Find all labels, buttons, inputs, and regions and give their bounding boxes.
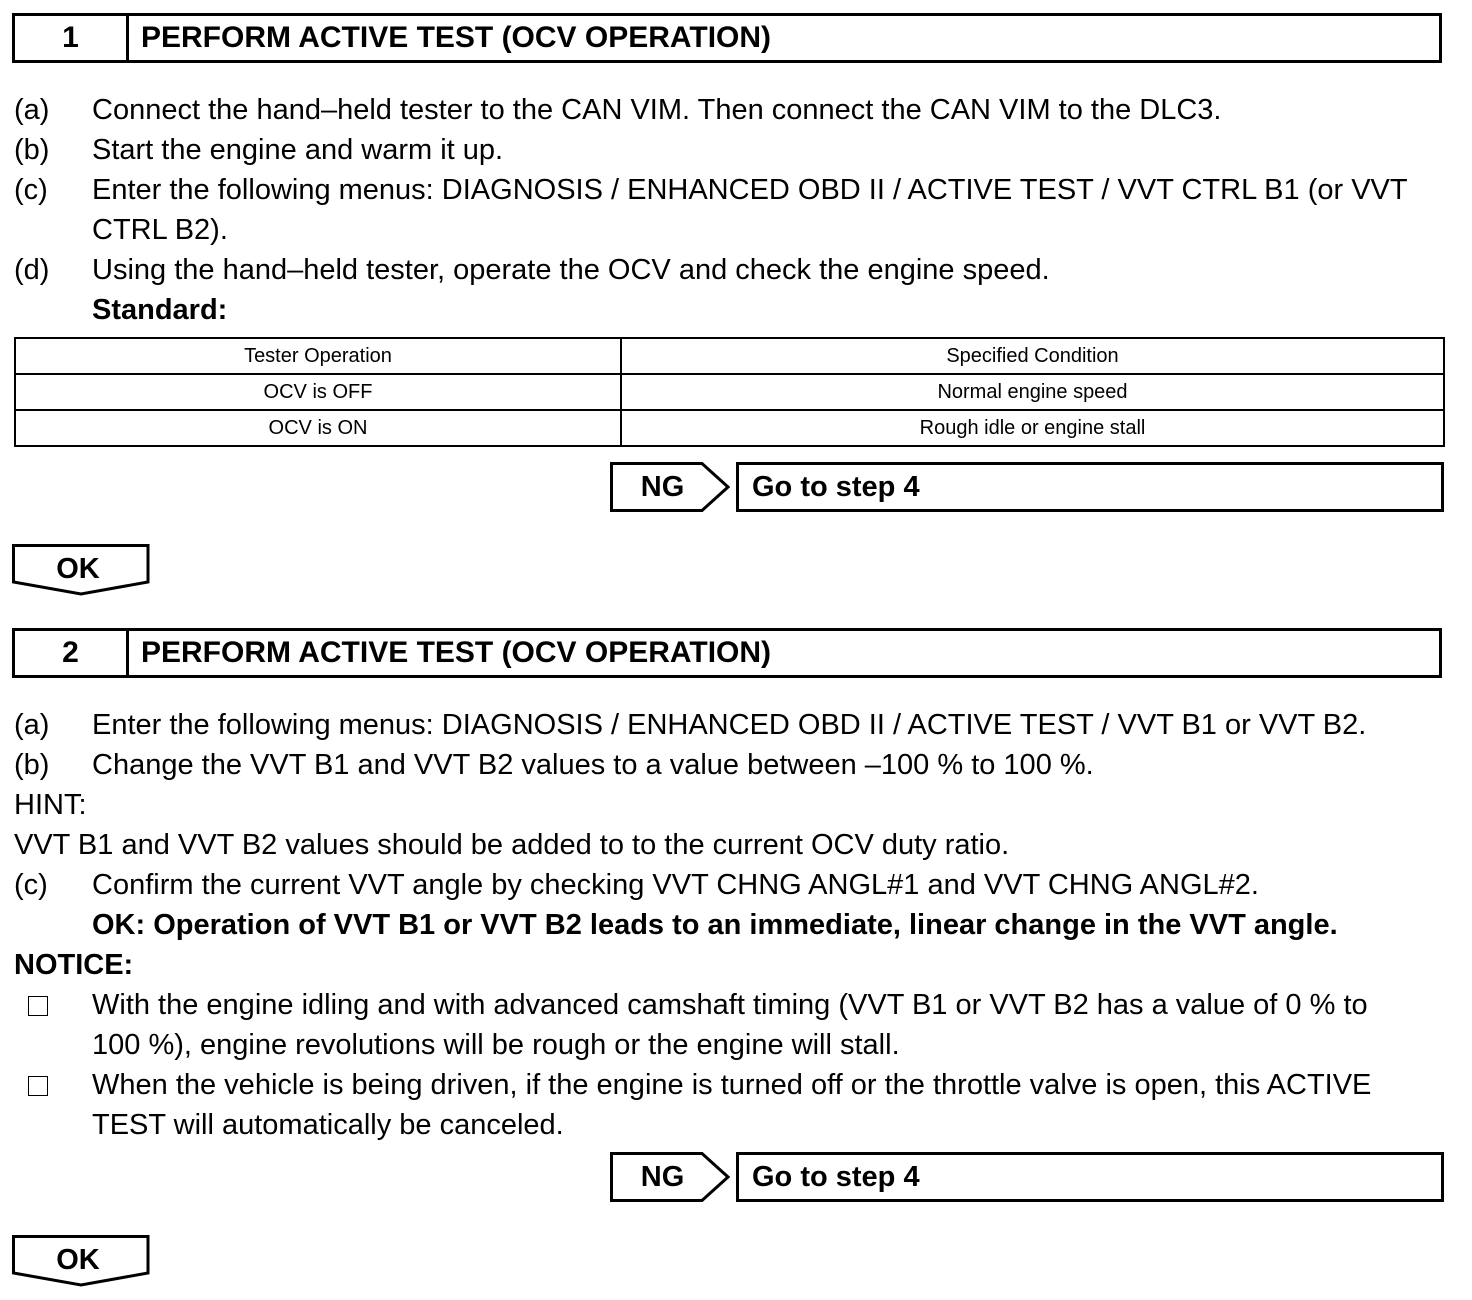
step1-title: PERFORM ACTIVE TEST (OCV OPERATION) (141, 21, 772, 54)
step2-ok-indicator (12, 1235, 150, 1287)
step2-item-a-text: Enter the following menus: DIAGNOSIS / ENHANCED OBD II / ACTIVE TEST / VVT B1 or VVT B2. (92, 709, 1367, 741)
step1-item-c-text: Enter the following menus: DIAGNOSIS / ENHANCED OBD II / ACTIVE TEST / VVT CTRL B1 (or VVT (92, 174, 1408, 206)
table-header-row (15, 338, 1444, 374)
step2-item-c-text: Confirm the current VVT angle by checking VVT CHNG ANGL#1 and VVT CHNG ANGL#2. (92, 869, 1259, 901)
step1-ng-indicator (610, 462, 730, 512)
step2-title: PERFORM ACTIVE TEST (OCV OPERATION) (141, 636, 772, 669)
step1-item-b-label: (b) (14, 134, 50, 166)
notice-label: NOTICE: (14, 949, 134, 981)
step1-item-d-label: (d) (14, 254, 50, 286)
notice-2-line1: When the vehicle is being driven, if the engine is turned off or the throttle valve is open, this ACTIVE (92, 1069, 1372, 1101)
notice-1-line1: With the engine idling and with advanced camshaft timing (VVT B1 or VVT B2 has a value of 0 % to (92, 989, 1368, 1021)
table-row (15, 410, 1444, 446)
step2-ng-indicator (610, 1152, 730, 1202)
hint-text: VVT B1 and VVT B2 values should be added to to the current OCV duty ratio. (14, 829, 1010, 861)
notice-2-line2: TEST will automatically be canceled. (92, 1109, 564, 1141)
step1-item-a-label: (a) (14, 94, 50, 126)
step1-number: 1 (15, 16, 129, 60)
step2-goto-step4: Go to step 4 (736, 1152, 1444, 1202)
step1-item-c-cont: CTRL B2). (92, 214, 228, 246)
step1-ok-indicator (12, 544, 150, 596)
step1-header (12, 13, 1442, 63)
step1-ng-label: NG (640, 470, 685, 503)
step1-item-c-label: (c) (14, 174, 48, 206)
step1-item-b-text: Start the engine and warm it up. (92, 134, 504, 166)
table-cell: Rough idle or engine stall (621, 410, 1444, 446)
ok-result-text: OK: Operation of VVT B1 or VVT B2 leads to an immediate, linear change in the VVT angle. (92, 909, 1338, 941)
standard-label: Standard: (92, 294, 228, 326)
step2-header (12, 628, 1442, 678)
table-cell: OCV is OFF (15, 374, 621, 410)
step2-item-a-label: (a) (14, 709, 50, 741)
step2-number: 2 (15, 631, 129, 675)
step1-goto-step4: Go to step 4 (736, 462, 1444, 512)
table-header-cell: Specified Condition (621, 338, 1444, 374)
notice-1-line2: 100 %), engine revolutions will be rough or the engine will stall. (92, 1029, 900, 1061)
notice-bullet-icon (28, 996, 48, 1016)
step2-item-c-label: (c) (14, 869, 48, 901)
hint-label: HINT: (14, 789, 87, 821)
notice-bullet-icon (28, 1076, 48, 1096)
step1-item-a-text: Connect the hand–held tester to the CAN VIM. Then connect the CAN VIM to the DLC3. (92, 94, 1222, 126)
table-row (15, 374, 1444, 410)
standard-table (14, 337, 1445, 447)
step2-item-b-label: (b) (14, 749, 50, 781)
step1-ok-label: OK (56, 552, 100, 585)
table-cell: OCV is ON (15, 410, 621, 446)
table-header-cell: Tester Operation (15, 338, 621, 374)
step2-item-b-text: Change the VVT B1 and VVT B2 values to a value between –100 % to 100 %. (92, 749, 1094, 781)
table-cell: Normal engine speed (621, 374, 1444, 410)
step2-ok-label: OK (56, 1243, 100, 1276)
step1-item-d-text: Using the hand–held tester, operate the OCV and check the engine speed. (92, 254, 1050, 286)
step2-ng-label: NG (640, 1160, 685, 1193)
